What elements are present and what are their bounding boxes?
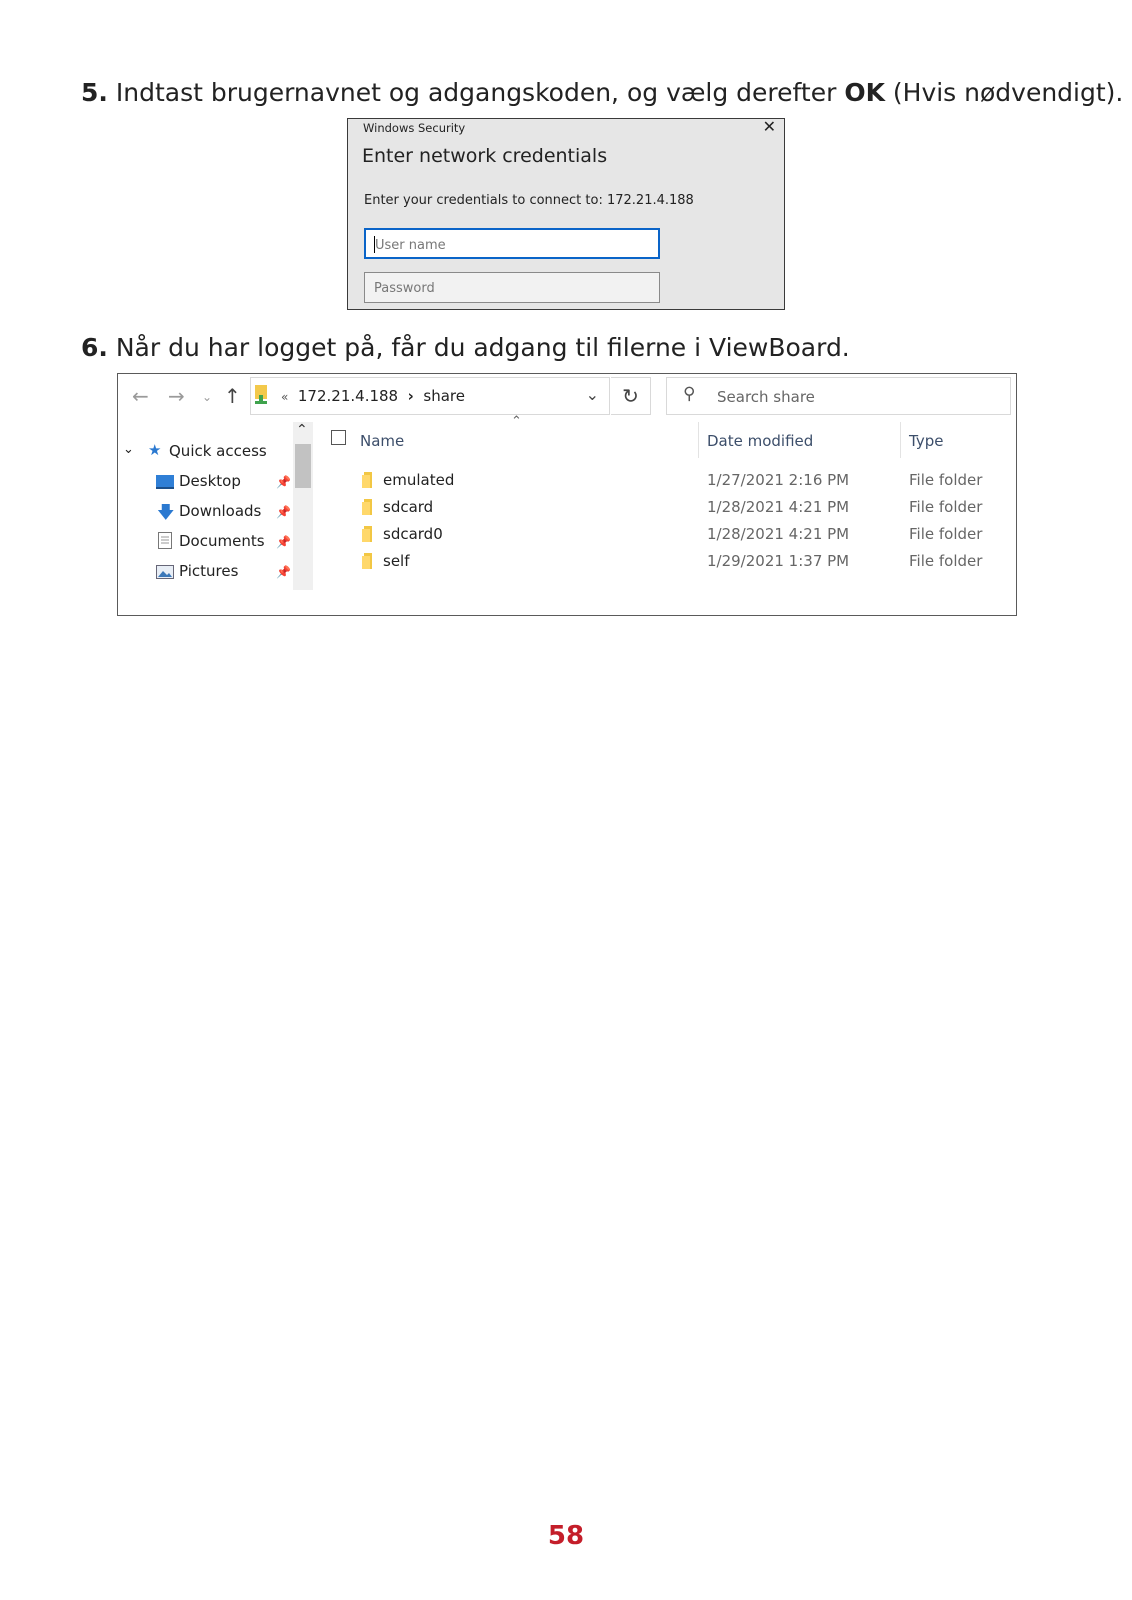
search-placeholder: Search share — [717, 388, 815, 406]
sidebar-item-quick-access[interactable]: Quick access — [169, 442, 267, 460]
dialog-title: Enter network credentials — [362, 145, 608, 167]
folder-icon — [362, 472, 377, 488]
file-row[interactable] — [118, 468, 1017, 495]
file-row[interactable] — [118, 522, 1017, 549]
sort-caret-icon: ⌃ — [511, 414, 522, 429]
file-date: 1/28/2021 4:21 PM — [707, 525, 850, 543]
refresh-button[interactable] — [611, 377, 651, 415]
up-arrow-icon[interactable]: ↑ — [224, 384, 241, 408]
address-path — [281, 387, 465, 405]
file-type: File folder — [909, 498, 983, 516]
pin-icon[interactable]: 📌 — [276, 565, 291, 579]
file-type: File folder — [909, 471, 983, 489]
address-separator: › — [407, 387, 414, 405]
back-arrow-icon[interactable]: ← — [132, 384, 149, 408]
file-type: File folder — [909, 552, 983, 570]
sidebar-item-documents[interactable]: Documents — [179, 532, 265, 550]
pin-icon[interactable]: 📌 — [276, 535, 291, 549]
text-caret — [374, 236, 375, 253]
downloads-icon: 🡇 — [157, 503, 175, 523]
file-row[interactable] — [118, 549, 1017, 576]
step-bold-ok: OK — [844, 78, 885, 107]
step-number: 6. — [81, 333, 108, 362]
step-text: Når du har logget på, får du adgang til filerne i ViewBoard. — [115, 333, 850, 362]
pin-icon[interactable]: 📌 — [276, 475, 291, 489]
file-date: 1/29/2021 1:37 PM — [707, 552, 850, 570]
step-5-instruction — [81, 78, 1123, 108]
close-icon[interactable]: ✕ — [762, 117, 776, 136]
file-explorer-window — [117, 373, 1017, 616]
step-text-after: (Hvis nødvendigt). — [892, 78, 1124, 107]
dialog-message: Enter your credentials to connect to: 172.21.4.188 — [364, 193, 694, 208]
credentials-dialog — [347, 118, 785, 310]
network-drive-icon — [254, 385, 268, 405]
refresh-icon: ↻ — [622, 384, 639, 408]
step-number: 5. — [81, 78, 108, 107]
file-name: sdcard — [383, 498, 434, 516]
file-date: 1/27/2021 2:16 PM — [707, 471, 850, 489]
address-folder[interactable]: share — [423, 387, 465, 405]
folder-icon — [362, 499, 377, 515]
file-name: self — [383, 552, 410, 570]
username-placeholder: User name — [375, 238, 446, 253]
step-6-instruction — [81, 333, 850, 363]
file-type: File folder — [909, 525, 983, 543]
folder-icon — [362, 526, 377, 542]
column-header-date-modified[interactable]: Date modified — [707, 432, 814, 450]
column-divider[interactable] — [900, 422, 901, 458]
pin-icon[interactable]: 📌 — [276, 505, 291, 519]
chevron-down-icon[interactable]: ⌄ — [585, 385, 599, 404]
address-bar[interactable] — [250, 377, 610, 415]
forward-arrow-icon[interactable]: → — [168, 384, 185, 408]
sidebar-item-pictures[interactable]: Pictures — [179, 562, 239, 580]
dialog-window-label: Windows Security — [363, 121, 466, 135]
page-number: 58 — [547, 1521, 585, 1551]
sidebar-item-desktop[interactable]: Desktop — [179, 472, 241, 490]
star-icon: ★ — [148, 441, 162, 459]
file-name: emulated — [383, 471, 455, 489]
password-placeholder: Password — [374, 281, 435, 296]
address-prefix: « — [281, 390, 289, 404]
password-input[interactable] — [364, 272, 660, 303]
step-text: Indtast brugernavnet og adgangskoden, og vælg derefter — [115, 78, 837, 107]
username-input[interactable] — [364, 228, 660, 259]
expand-chevron-icon[interactable]: ⌄ — [123, 442, 134, 457]
file-date: 1/28/2021 4:21 PM — [707, 498, 850, 516]
chevron-up-icon[interactable]: ⌃ — [296, 422, 308, 438]
file-row[interactable] — [118, 495, 1017, 522]
column-header-name[interactable]: Name — [360, 432, 405, 450]
column-divider[interactable] — [698, 422, 699, 458]
address-host[interactable]: 172.21.4.188 — [297, 387, 399, 405]
recent-dropdown-icon[interactable]: ⌄ — [202, 390, 213, 404]
column-header-type[interactable]: Type — [909, 432, 944, 450]
search-box[interactable] — [666, 377, 1011, 415]
sidebar-item-downloads[interactable]: Downloads — [179, 502, 262, 520]
search-icon: ⚲ — [683, 384, 696, 404]
select-all-checkbox[interactable] — [331, 430, 346, 445]
folder-icon — [362, 553, 377, 569]
file-name: sdcard0 — [383, 525, 443, 543]
